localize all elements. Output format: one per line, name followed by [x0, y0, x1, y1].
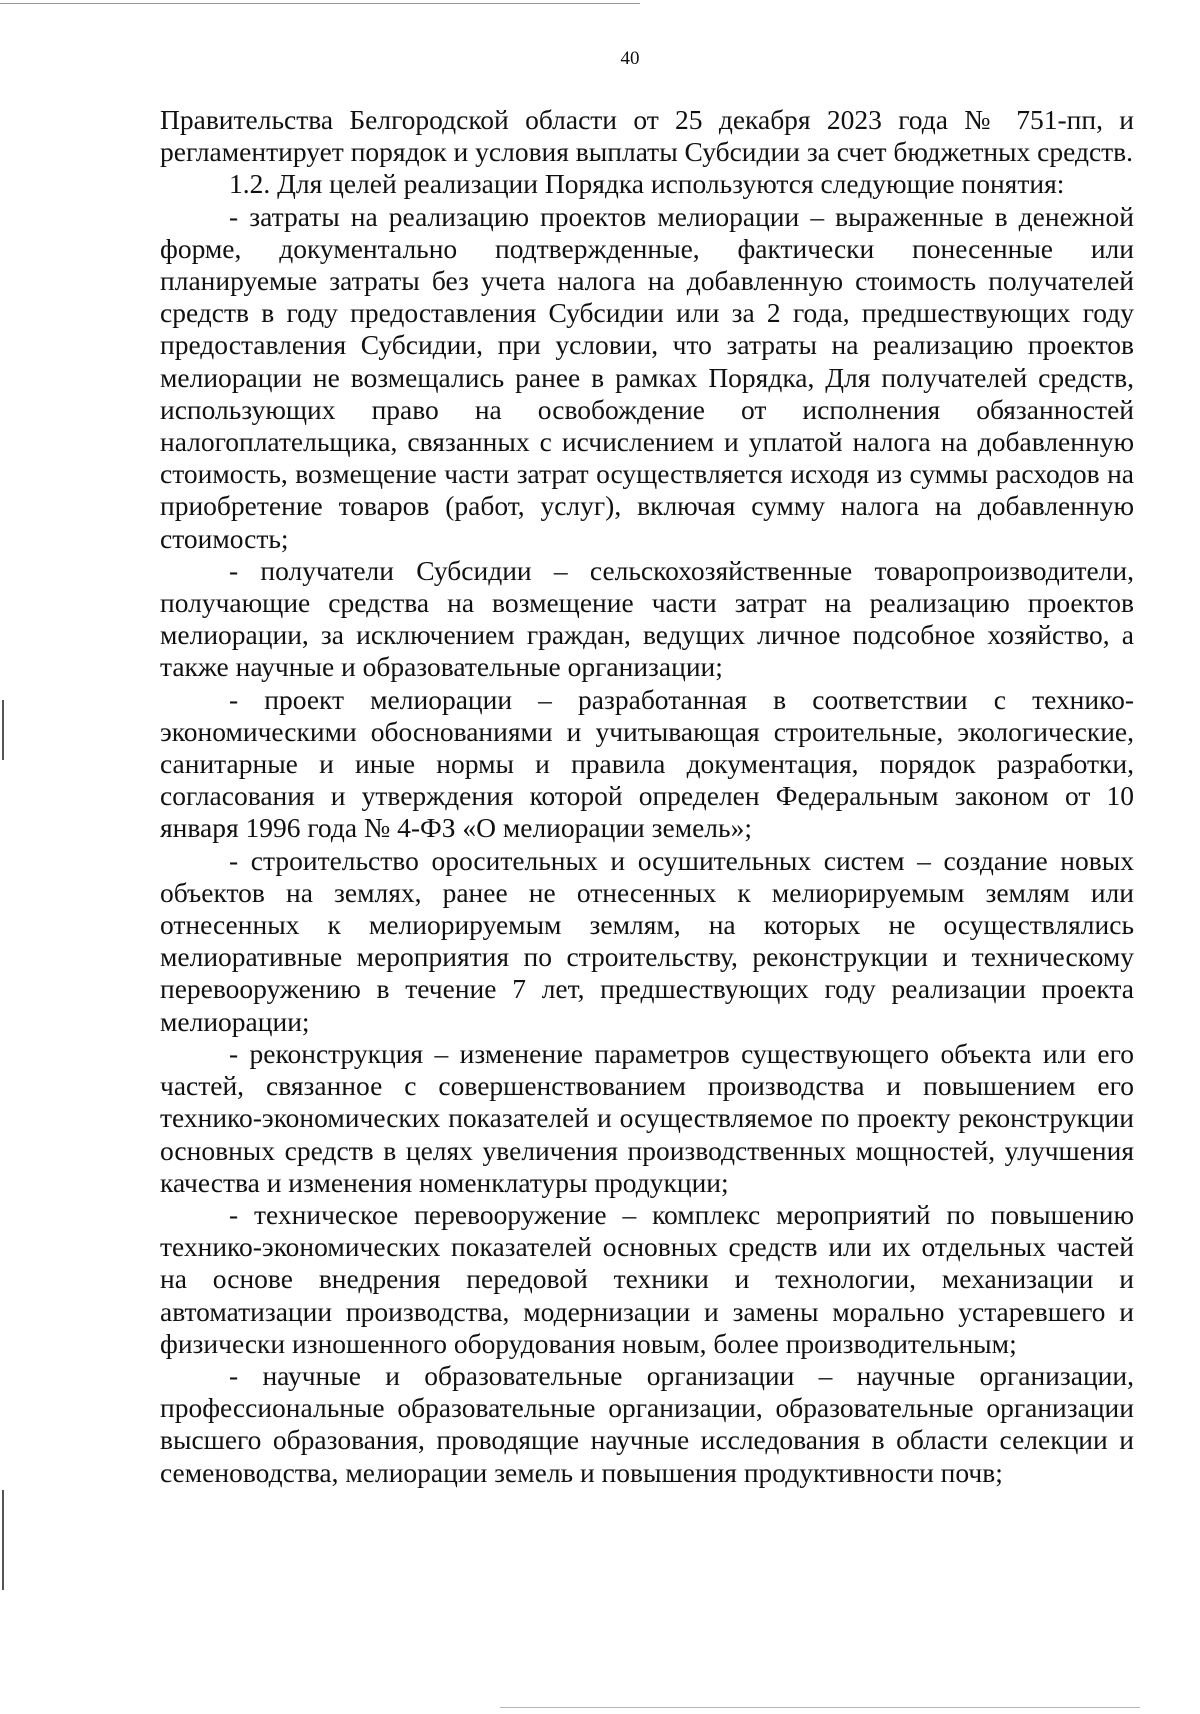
paragraph-intro-continuation: Правительства Белгородской области от 25 декабря 2023 года № 751-пп, и регламентирует порядок и условия выплаты Субсидии за счет бюджетных средств.	[160, 104, 1134, 168]
definition-technical-reequipment: - техническое перевооружение – комплекс мероприятий по повышению технико-экономических показателей основных средств или их отдельных частей на основе внедрения передовой техники и технологии, механизации и автоматизации производства, модернизации и замены морально устаревшего и физически изношенного оборудования новым, более производительным;	[160, 1198, 1134, 1359]
scan-edge-line-top	[0, 3, 640, 4]
definition-subsidy-recipients: - получатели Субсидии – сельскохозяйственные товаропроизводители, получающие средства на возмещение части затрат на реализацию проектов мелиорации, за исключением граждан, ведущих личное подсобное хозяйство, а также научные и образовательные организации;	[160, 554, 1134, 683]
page-number: 40	[620, 48, 640, 69]
definition-reconstruction: - реконструкция – изменение параметров существующего объекта или его частей, связанное с совершенствованием производства и повышением его технико-экономических показателей и осуществляемое по проекту реконструкции основных средств в целях увеличения производственных мощностей, улучшения качества и изменения номенклатуры продукции;	[160, 1037, 1134, 1198]
scan-margin-mark	[2, 700, 4, 760]
definition-melioration-costs: - затраты на реализацию проектов мелиорации – выраженные в денежной форме, документально подтвержденные, фактически понесенные или планируемые затраты без учета налога на добавленную стоимость получателей средств в году предоставления Субсидии или за 2 года, предшествующих году предоставления Субсидии, при условии, что затраты на реализацию проектов мелиорации не возмещались ранее в рамках Порядка, Для получателей средств, использующих право на освобождение от исполнения обязанностей налогоплательщика, связанных с исчислением и уплатой налога на добавленную стоимость, возмещение части затрат осуществляется исходя из суммы расходов на приобретение товаров (работ, услуг), включая сумму налога на добавленную стоимость;	[160, 200, 1134, 554]
scan-edge-line-bottom	[500, 1707, 1140, 1708]
definition-melioration-project: - проект мелиорации – разработанная в соответствии с технико-экономическими обоснованиями и учитывающая строительные, экологические, санитарные и иные нормы и правила документация, порядок разработки, согласования и утверждения которой определен Федеральным законом от 10 января 1996 года № 4-ФЗ «О мелиорации земель»;	[160, 683, 1134, 844]
paragraph-section-1-2: 1.2. Для целей реализации Порядка используются следующие понятия:	[229, 168, 1065, 200]
definition-scientific-organizations: - научные и образовательные организации – научные организации, профессиональные образовательные организации, образовательные организации высшего образования, проводящие научные исследования в области селекции и семеноводства, мелиорации земель и повышения продуктивности почв;	[160, 1359, 1134, 1488]
scan-margin-mark	[2, 1490, 4, 1590]
document-body	[160, 104, 1134, 1489]
definition-irrigation-construction: - строительство оросительных и осушительных систем – создание новых объектов на землях, ранее не отнесенных к мелиорируемым землям или отнесенных к мелиорируемым землям, на которых не осуществлялись мелиоративные мероприятия по строительству, реконструкции и техническому перевооружению в течение 7 лет, предшествующих году реализации проекта мелиорации;	[160, 844, 1134, 1037]
